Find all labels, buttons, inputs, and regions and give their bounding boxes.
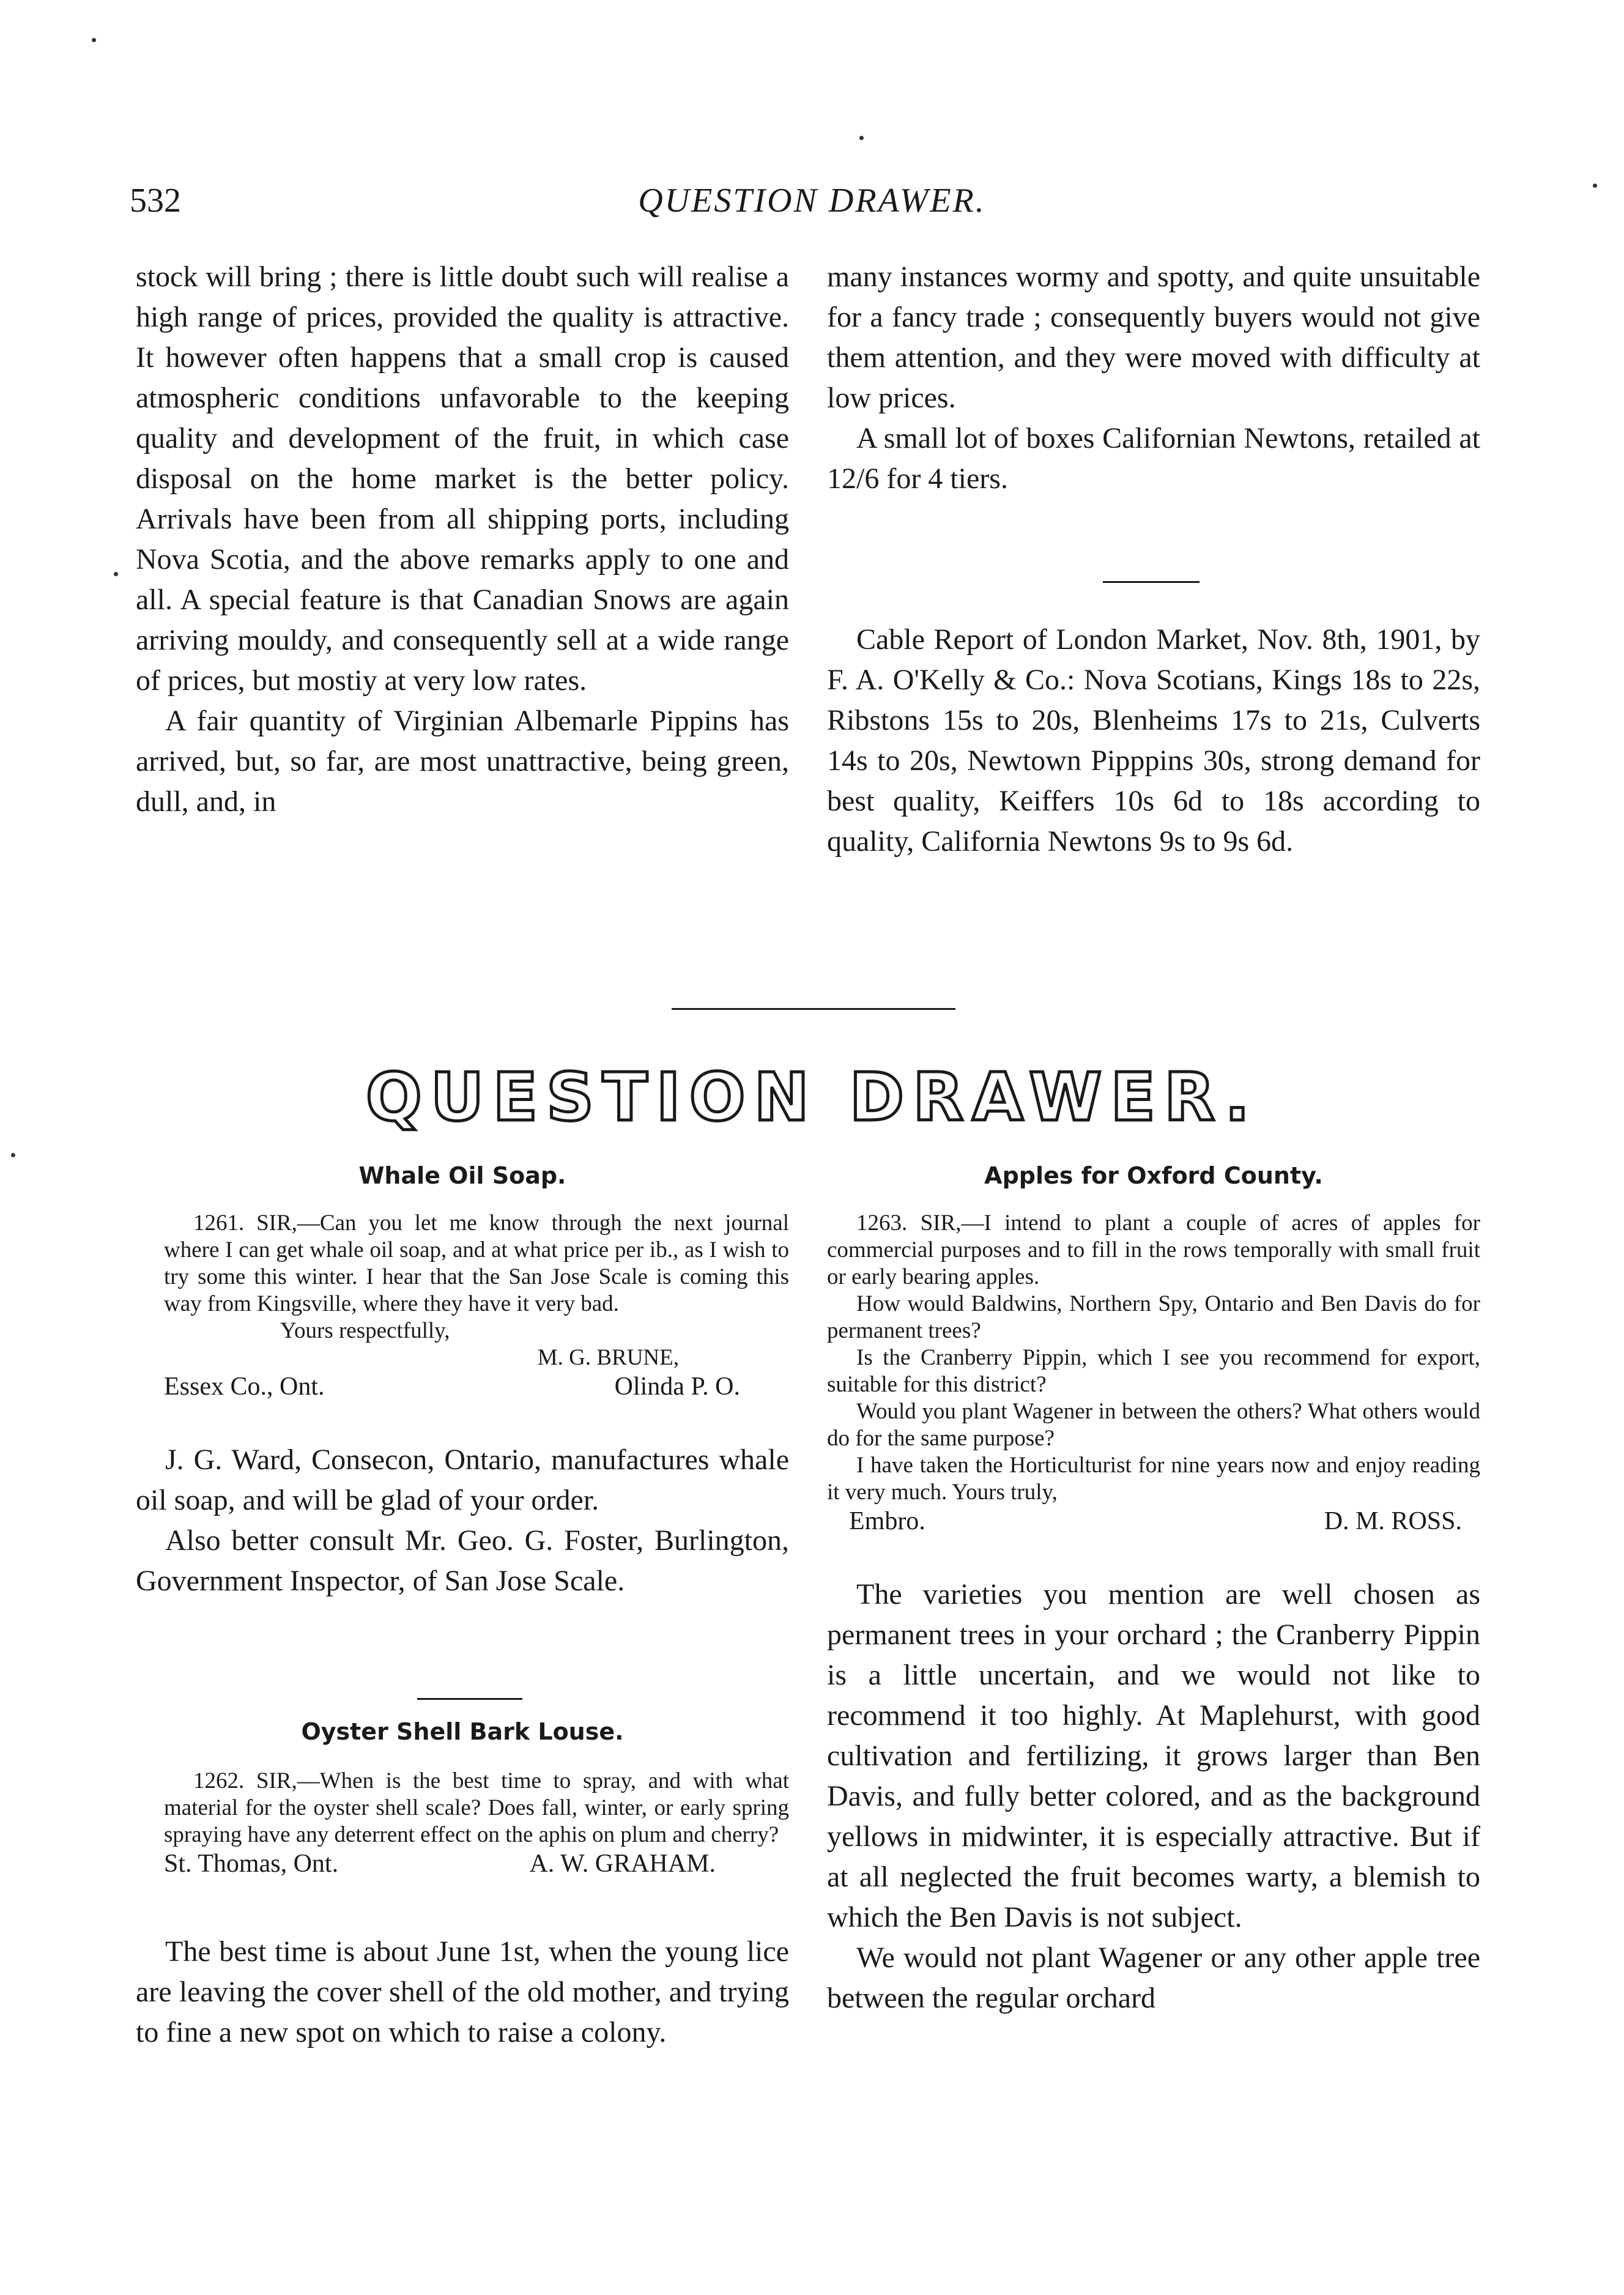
running-title: QUESTION DRAWER. <box>638 182 986 220</box>
article-paragraph: A fair quantity of Virginian Albemarle Pippins has arrived, but, so far, are most unattractive, being green, dull, and, in <box>136 705 789 818</box>
letter-place: Embro. <box>849 1507 925 1535</box>
top-right-column <box>827 257 1480 499</box>
article-paragraph: stock will bring ; there is little doubt such will realise a high range of prices, provided the quality is attractive. It however often happens that a small crop is caused atmospheric conditions unfavorable to the keeping quality and development of the fruit, in which case disposal on the home market is the better policy. Arrivals have been from all shipping ports, including Nova Scotia, and the above remarks apply to one and all. A special feature is that Canadian Snows are again arriving mouldy, and consequently sell at a wide range of prices, but mostiy at very low rates. <box>136 261 789 697</box>
letter-text: 1263. SIR,—I intend to plant a couple of acres of apples for commercial purposes and to fill in the rows temporally with small fruit or early bearing apples. <box>827 1211 1480 1289</box>
letter-text: 1261. SIR,—Can you let me know through the next journal where I can get whale oil soap, and at what price per ib., as I wish to try some this winter. I hear that the San Jose Scale is coming this way from Kingsville, where they have it very bad. <box>164 1211 789 1316</box>
article-paragraph: many instances wormy and spotty, and quite unsuitable for a fancy trade ; consequently buyers would not give them attention, and they were moved with difficulty at low prices. <box>827 261 1480 414</box>
answer-paragraph: We would not plant Wagener or any other apple tree between the regular orchard <box>827 1941 1480 2014</box>
answer-block <box>136 1932 789 2053</box>
question-letter <box>827 1210 1480 1537</box>
letter-text: 1262. SIR,—When is the best time to spray, and with what material for the oyster shell scale? Does fall, winter, or early spring spraying have any deterrent effect on the aphis on plum and cherry? <box>164 1768 789 1847</box>
letter-text: I have taken the Horticulturist for nine years now and enjoy reading it very much. Yours truly, <box>827 1453 1480 1505</box>
letter-text: Would you plant Wagener in between the others? What others would do for the same purpose? <box>827 1399 1480 1451</box>
section-divider <box>672 1008 955 1010</box>
top-left-column <box>136 257 789 822</box>
scan-speck <box>114 572 118 576</box>
scan-speck <box>92 38 96 42</box>
letter-post-office: Olinda P. O. <box>614 1373 740 1401</box>
question-heading: Apples for Oxford County. <box>984 1162 1323 1189</box>
cable-report <box>827 620 1480 862</box>
question-heading: Whale Oil Soap. <box>358 1162 566 1189</box>
letter-signature: A. W. GRAHAM. <box>529 1850 716 1878</box>
answer-paragraph: The best time is about June 1st, when the young lice are leaving the cover shell of the old mother, and trying to fine a new spot on which to raise a colony. <box>136 1935 789 2048</box>
answer-block <box>827 1574 1480 2019</box>
answer-paragraph: The varieties you mention are well chosen as permanent trees in your orchard ; the Cranberry Pippin is a little uncertain, and we would not like to recommend it too highly. At Maplehurst, with good cultivation and fertilizing, it grows larger than Ben Davis, and fully better colored, and as the background yellows in midwinter, it is especially attractive. But if at all neglected the fruit becomes warty, a blemish to which the Ben Davis is not subject. <box>827 1578 1480 1934</box>
letter-signature: D. M. ROSS. <box>1324 1507 1462 1535</box>
article-paragraph: A small lot of boxes Californian Newtons, retailed at 12/6 for 4 tiers. <box>827 422 1480 495</box>
answer-paragraph: J. G. Ward, Consecon, Ontario, manufactures whale oil soap, and will be glad of your order. <box>136 1444 789 1516</box>
question-letter <box>164 1768 789 1879</box>
scan-speck <box>859 136 864 140</box>
page-number: 532 <box>130 182 181 220</box>
scan-speck <box>11 1153 15 1157</box>
letter-place: St. Thomas, Ont. <box>164 1850 339 1878</box>
answer-block <box>136 1440 789 1601</box>
question-letter <box>164 1210 789 1402</box>
letter-place: Essex Co., Ont. <box>164 1373 325 1401</box>
divider-rule <box>1103 581 1199 583</box>
answer-paragraph: Also better consult Mr. Geo. G. Foster, Burlington, Government Inspector, of San Jose Scale. <box>136 1524 789 1597</box>
question-heading: Oyster Shell Bark Louse. <box>301 1718 624 1745</box>
letter-closing: Yours respectfully, <box>280 1318 450 1343</box>
letter-signature: M. G. BRUNE, <box>537 1345 679 1370</box>
letter-text: Is the Cranberry Pippin, which I see you recommend for export, suitable for this district? <box>827 1345 1480 1397</box>
cable-report-text: Cable Report of London Market, Nov. 8th, 1901, by F. A. O'Kelly & Co.: Nova Scotians, Kings 18s to 22s, Ribstons 15s to 20s, Blenheims 17s to 21s, Culverts 14s to 20s, Newtown Pipppins 30s, strong demand for best quality, Keiffers 10s 6d to 18s according to quality, California Newtons 9s to 9s 6d. <box>827 623 1480 858</box>
letter-text: How would Baldwins, Northern Spy, Ontario and Ben Davis do for permanent trees? <box>827 1291 1480 1343</box>
divider-rule <box>417 1698 522 1700</box>
section-title: QUESTION DRAWER. <box>365 1059 1259 1136</box>
